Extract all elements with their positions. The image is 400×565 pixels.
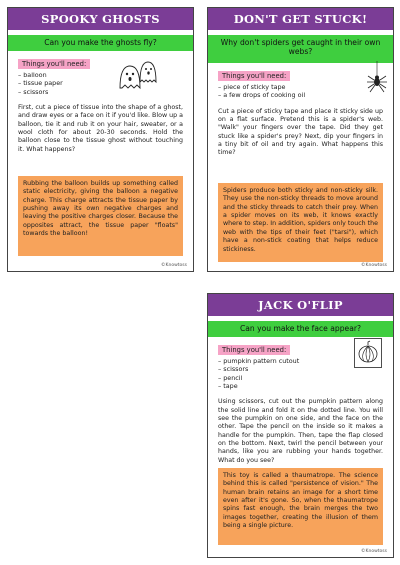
spider-icon	[366, 61, 388, 95]
things-needed-label: Things you'll need:	[218, 345, 290, 355]
card-question: Why don't spiders get caught in their own webs?	[208, 35, 393, 63]
list-item: – a few drops of cooking oil	[218, 91, 393, 99]
card-title: JACK O'FLIP	[208, 294, 393, 316]
list-item: – tissue paper	[18, 79, 193, 87]
list-item: – tape	[218, 382, 393, 390]
ghost-icon	[116, 58, 160, 92]
things-needed-label: Things you'll need:	[18, 59, 90, 69]
explanation-box: Spiders produce both sticky and non-sticky silk. They use the non-sticky threads to move around and the sticky threads to catch their prey. When a spider moves on its web, it knows exactly where to step. In addition, spiders only touch the web with the tips of their feet ("tarsi"), which have a non-stick coating that helps reduce stickiness.	[218, 183, 383, 262]
list-item: – scissors	[18, 88, 193, 96]
copyright-text: ©Knowtoss	[361, 549, 387, 554]
list-item: – pumpkin pattern cutout	[218, 357, 393, 365]
card-jack-o-flip	[207, 293, 394, 558]
instructions-text: First, cut a piece of tissue into the shape of a ghost, and draw eyes or a face on it if you'd like. Blow up a balloon, tie it and rub it on your hair, sweater, or a wool cloth for about 20-30 seconds. Hold the balloon close to the tissue ghost without touching it. What happens?	[18, 103, 183, 153]
explanation-box: This toy is called a thaumatrope. The science behind this is called "persistence of vision." The human brain retains an image for a short time even after it's gone. So, when the thaumatrope spins fast enough, the brain merges the two images together, creating the illusion of them being a single picture.	[218, 468, 383, 545]
card-question: Can you make the ghosts fly?	[8, 35, 193, 51]
list-item: – pencil	[218, 374, 393, 382]
things-needed-label: Things you'll need:	[218, 71, 290, 81]
card-question: Can you make the face appear?	[208, 321, 393, 337]
list-item: – scissors	[218, 365, 393, 373]
copyright-text: ©Knowtoss	[361, 263, 387, 268]
card-dont-get-stuck	[207, 7, 394, 272]
instructions-text: Cut a piece of sticky tape and place it sticky side up on a flat surface. Pretend this is a spider's web. "Walk" your fingers over the tape. Did they get stuck like a spider's prey? Next, dip your fingers in a tiny bit of oil and try again. What happens this time?	[218, 107, 383, 157]
card-spooky-ghosts	[7, 7, 194, 272]
copyright-text: ©Knowtoss	[161, 263, 187, 268]
card-title: DON'T GET STUCK!	[208, 8, 393, 30]
materials-list	[18, 71, 193, 96]
list-item: – piece of sticky tape	[218, 83, 393, 91]
card-title: SPOOKY GHOSTS	[8, 8, 193, 30]
instructions-text: Using scissors, cut out the pumpkin pattern along the solid line and fold it on the dotted line. You will see the pumpkin on one side, and the face on the other. Tape the pencil on the inside so it makes a handle for the pumpkin. Then, tape the flap closed on the bottom. Next, twirl the pencil between your hands, like you are rubbing your hands together. What do you see?	[218, 398, 383, 464]
explanation-box: Rubbing the balloon builds up something called static electricity, giving the balloon a negative charge. This charge attracts the tissue paper by pushing away its own negative charges and leaving the positive charges closer. Because the opposites attract, the tissue paper "floats" towards the balloon!	[18, 176, 183, 256]
pumpkin-icon	[354, 338, 382, 368]
list-item: – balloon	[18, 71, 193, 79]
